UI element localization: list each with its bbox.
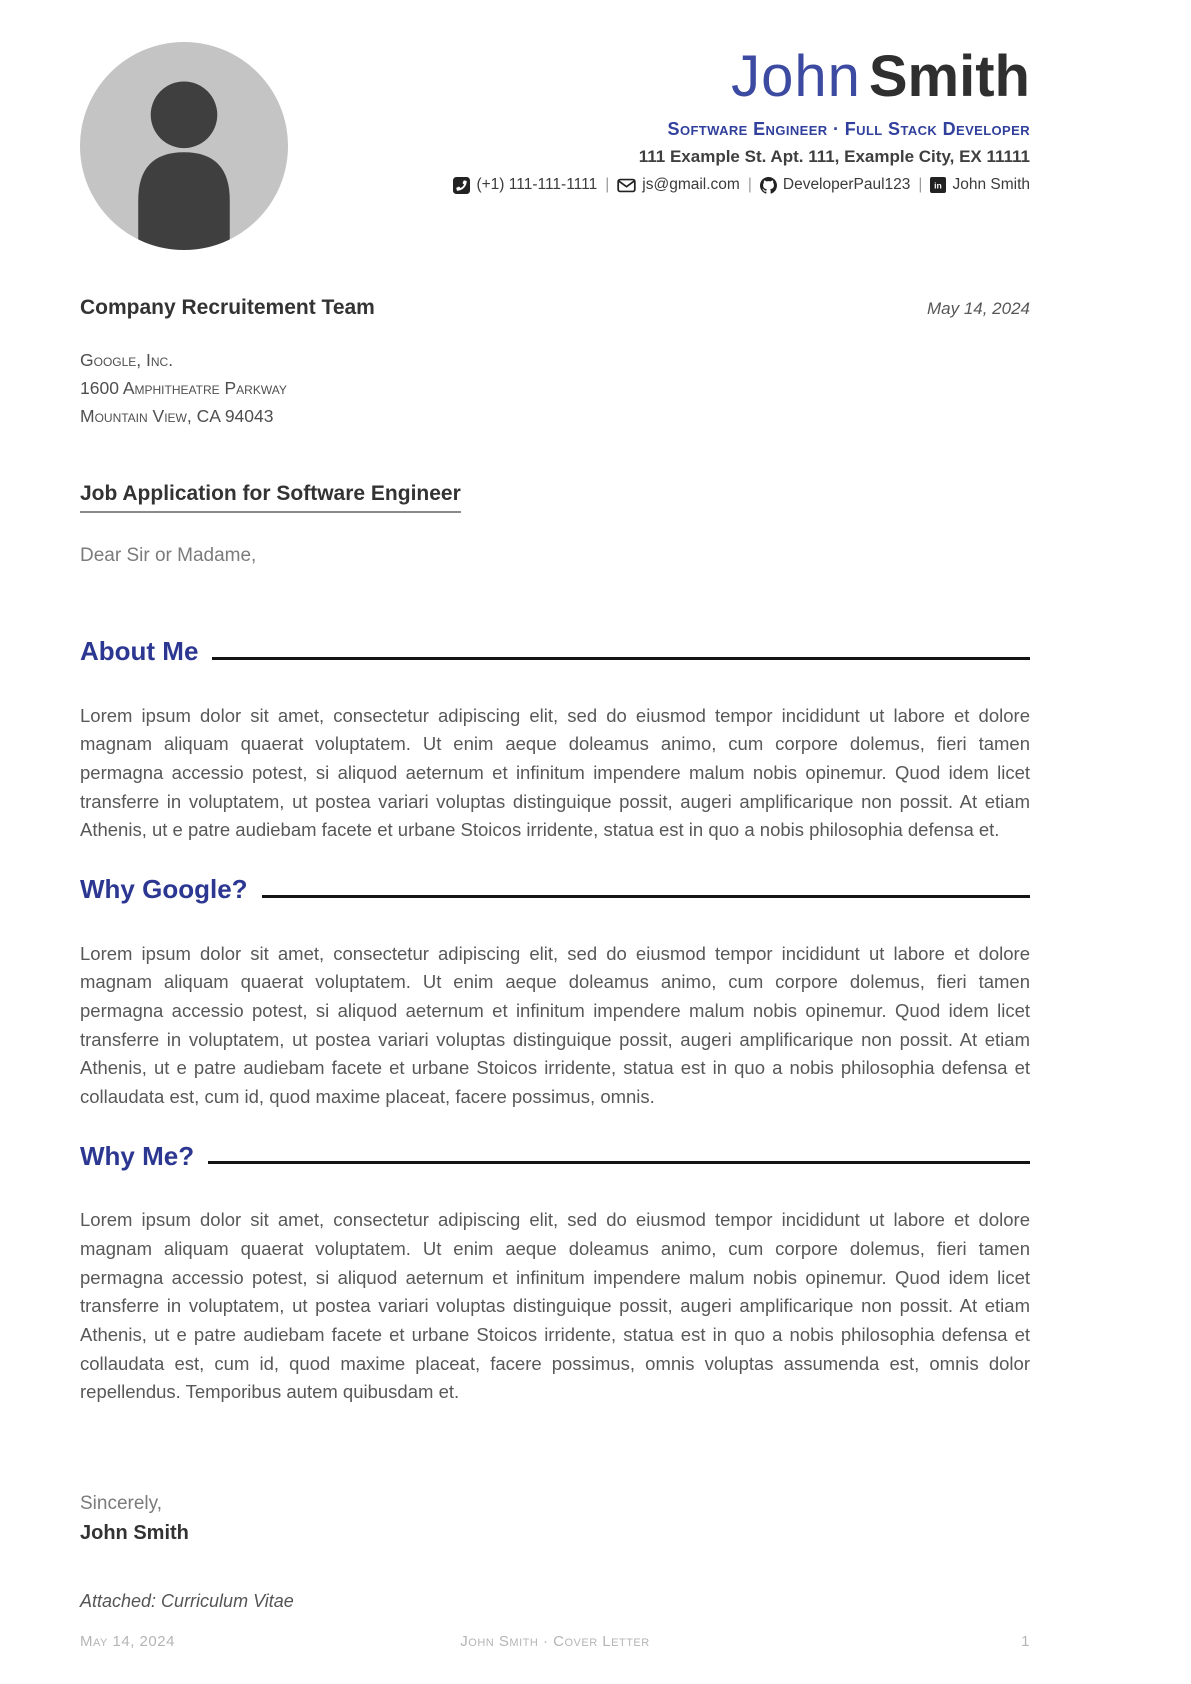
github-item[interactable] [760,176,911,194]
section-rule [212,657,1030,660]
section-rule [262,895,1030,898]
header-identity [288,42,1030,194]
last-name: Smith [868,44,1030,109]
recipient-row [80,296,1030,320]
footer-title: John Smith · Cover Letter [460,1633,650,1650]
github-username: DeveloperPaul123 [782,176,911,193]
section-about-me [80,637,1030,845]
section-rule [208,1161,1030,1164]
section-title: Why Me? [80,1140,195,1171]
email-item[interactable] [617,176,740,194]
closing-salutation: Sincerely, [80,1492,163,1514]
street-address: 111 Example St. Apt. 111, Example City, EX 11111 [638,147,1030,166]
footer-date: May 14, 2024 [80,1633,175,1650]
contact-separator: | [747,176,752,193]
contact-separator: | [605,176,610,193]
footer-page-number: 1 [1021,1633,1031,1650]
company-address-line: Mountain View, CA 94043 [80,406,274,426]
section-why-me [80,1142,1030,1407]
section-header [80,1142,1030,1171]
linkedin-item[interactable] [930,176,1030,194]
subject-line: Job Application for Software Engineer [80,482,461,513]
linkedin-name: John Smith [952,176,1030,193]
phone-number: (+1) 111-111-1111 [476,176,598,193]
section-why-google [80,875,1030,1112]
position-title: Software Engineer · Full Stack Developer [667,119,1030,139]
linkedin-icon [930,177,946,193]
first-name: John [731,44,861,109]
email-icon [617,178,636,193]
email-address: js@gmail.com [642,176,740,193]
section-paragraph: Lorem ipsum dolor sit amet, consectetur adipiscing elit, sed do eiusmod tempor incididunt ut labore et dolore magnam aliquam quaerat voluptatem. Ut enim aeque doleamus animo, cum corpore dolemus, fieri tamen permagna accessio potest, si aliquod aeternum et infinitum impendere malum nobis opinemur. Quod idem licet transferre in voluptatem, ut postea variari voluptas distinguique possit, augeri amplificarique non possit. At etiam Athenis, ut e patre audiebam facete et urbane Stoicos irridente, statua est in quo a nobis philosophia defensa et collaudata est, cum id, quod maxime placeat, facere possimus, omnis voluptas assumenda est, omnis dolor repellendus. Temporibus autem quibusdam et. [80,1209,1030,1403]
contact-separator: | [918,176,923,193]
signature-name: John Smith [80,1521,189,1544]
section-header [80,637,1030,666]
section-paragraph: Lorem ipsum dolor sit amet, consectetur adipiscing elit, sed do eiusmod tempor incididunt ut labore et dolore magnam aliquam quaerat voluptatem. Ut enim aeque doleamus animo, cum corpore dolemus, fieri tamen permagna accessio potest, si aliquod aeternum et infinitum impendere malum nobis opinemur. Quod idem licet transferre in voluptatem, ut postea variari voluptas distinguique possit, augeri amplificarique non possit. At etiam Athenis, ut e patre audiebam facete et urbane Stoicos irridente, statua est in quo a nobis philosophia defensa et collaudata est, cum id, quod maxime placeat, facere possimus, omnis. [80,942,1030,1107]
recipient-name: Company Recruitement Team [80,296,375,319]
section-paragraph: Lorem ipsum dolor sit amet, consectetur adipiscing elit, sed do eiusmod tempor incididunt ut labore et dolore magnam aliquam quaerat voluptatem. Ut enim aeque doleamus animo, cum corpore dolemus, fieri tamen permagna accessio potest, si aliquod aeternum et infinitum impendere malum nobis opinemur. Quod idem licet transferre in voluptatem, ut postea variari voluptas distinguique possit, augeri amplificarique non possit. At etiam Athenis, ut e patre audiebam facete et urbane Stoicos irridente, statua est in quo a nobis philosophia defensa et. [80,704,1030,841]
company-name: Google, Inc. [80,350,174,370]
section-title: About Me [80,636,199,666]
svg-text:in: in [934,180,943,191]
closing-block [80,1493,1030,1545]
avatar [80,42,288,250]
name [288,44,1030,109]
phone-icon [453,177,470,194]
section-header [80,875,1030,904]
subject-line-wrap [80,482,1030,513]
phone-item[interactable] [453,176,597,194]
enclosure-note: Attached: Curriculum Vitae [80,1590,294,1611]
header [80,42,1030,250]
page-footer [80,1633,1030,1650]
github-icon [760,177,777,194]
opening-salutation: Dear Sir or Madame, [80,545,257,566]
letter-date: May 14, 2024 [926,299,1030,318]
section-title: Why Google? [80,873,248,904]
person-icon [80,42,288,250]
company-address-block [80,346,1030,430]
contact-line [288,176,1030,194]
company-address-line: 1600 Amphitheatre Parkway [80,378,287,398]
